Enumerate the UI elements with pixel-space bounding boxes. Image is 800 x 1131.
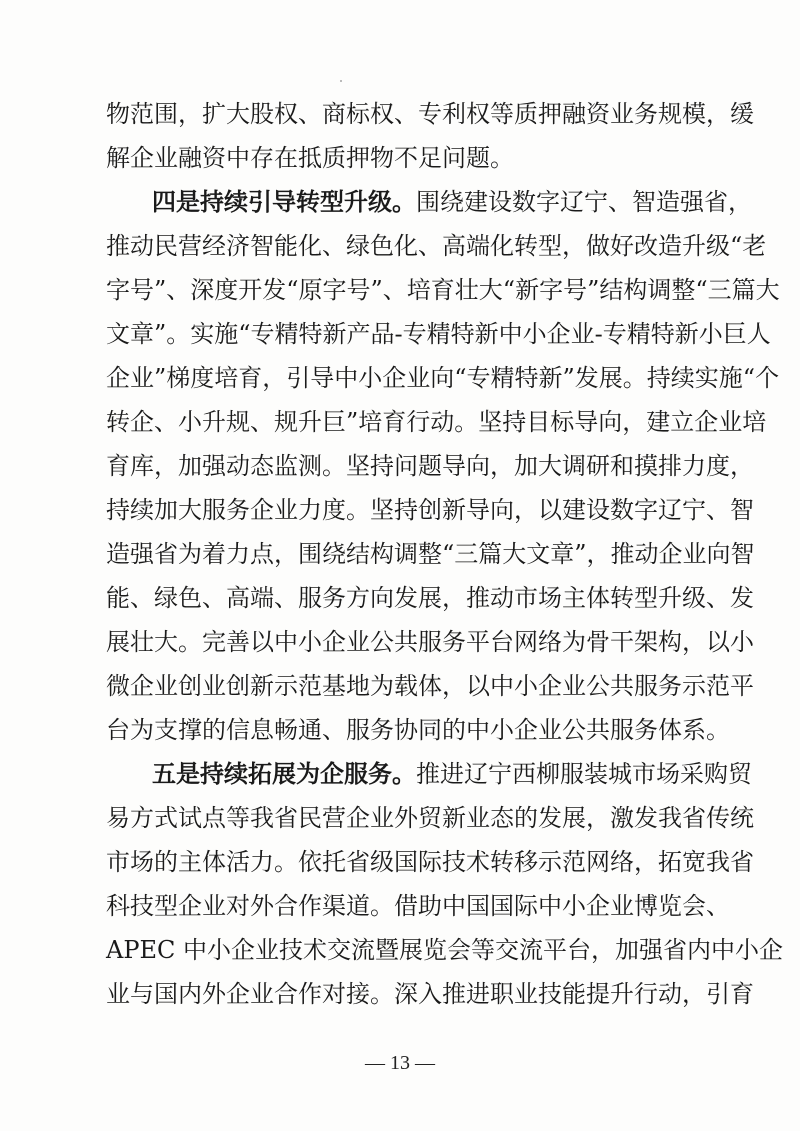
line-text: 业与国内外企业合作对接。深入推进职业技能提升行动，引育 [106,980,754,1008]
line-text: 转企、小升规、规升巨”培育行动。坚持目标导向，建立企业培 [106,408,767,436]
line-text: 展壮大。完善以中小企业公共服务平台网络为骨干架构，以小 [106,628,754,656]
line-text: 企业”梯度培育，引导中小企业向“专精特新”发展。持续实施“个 [106,364,780,392]
line-text: 字号”、深度开发“原字号”、培育壮大“新字号”结构调整“三篇大 [106,276,780,304]
line-text: 围绕建设数字辽宁、智造强省， [416,188,752,216]
paragraph-line [106,801,754,835]
scan-speck [340,80,342,82]
line-text: 推进辽宁西柳服装城市场采购贸 [416,760,752,788]
paragraph-line [106,845,754,879]
paragraph-line [106,581,754,615]
line-text: 育库，加强动态监测。坚持问题导向，加大调研和摸排力度， [106,452,754,480]
paragraph-line [106,97,754,131]
paragraph-line [106,229,767,263]
section-heading: 四是持续引导转型升级。 [152,187,416,216]
paragraph-line [152,757,752,791]
paragraph-line [106,669,754,703]
line-text: 文章”。实施“专精特新产品-专精特新中小企业-专精特新小巨人 [106,320,771,348]
line-text: 推动民营经济智能化、绿色化、高端化转型，做好改造升级“老 [106,232,767,260]
paragraph-line [106,889,730,923]
line-text: 持续加大服务企业力度。坚持创新导向，以建设数字辽宁、智 [106,496,754,524]
paragraph-line [106,493,754,527]
paragraph-line [106,977,754,1011]
line-text: 造强省为着力点，围绕结构调整“三篇大文章”，推动企业向智 [106,540,755,568]
paragraph-line [106,317,771,351]
paragraph-line [106,449,754,483]
line-text: 解企业融资中存在抵质押物不足问题。 [106,144,514,172]
paragraph-line [106,273,780,307]
paragraph-line [106,361,780,395]
paragraph-line [106,405,767,439]
line-text: 能、绿色、高端、服务方向发展，推动市场主体转型升级、发 [106,584,754,612]
line-text: 微企业创业创新示范基地为载体，以中小企业公共服务示范平 [106,672,754,700]
line-text: 物范围，扩大股权、商标权、专利权等质押融资业务规模，缓 [106,100,754,128]
line-text: 科技型企业对外合作渠道。借助中国国际中小企业博览会、 [106,892,730,920]
line-text: APEC 中小企业技术交流暨展览会等交流平台，加强省内中小企 [106,936,783,964]
paragraph-line [106,141,706,175]
line-text: 台为支撑的信息畅通、服务协同的中小企业公共服务体系。 [106,716,730,744]
section-heading: 五是持续拓展为企服务。 [152,759,416,788]
paragraph-line [106,713,730,747]
line-text: 易方式试点等我省民营企业外贸新业态的发展，激发我省传统 [106,804,754,832]
paragraph-line [106,537,755,571]
page-number: — 13 — [365,1052,435,1074]
paragraph-line [152,185,752,219]
paragraph-line [106,625,754,659]
line-text: 市场的主体活力。依托省级国际技术转移示范网络，拓宽我省 [106,848,754,876]
paragraph-line [106,933,783,967]
